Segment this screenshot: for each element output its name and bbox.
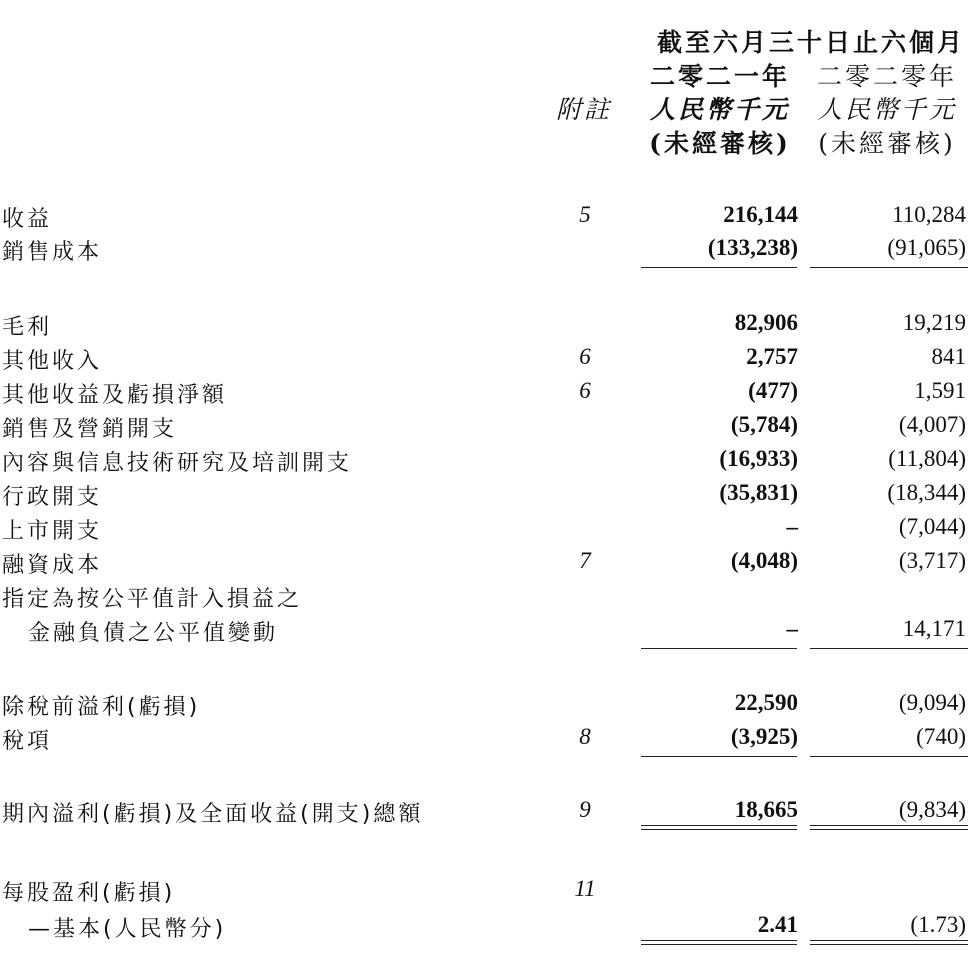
- year-current-header: 二零二一年: [649, 62, 790, 91]
- period-header: 截至六月三十日止六個月: [656, 28, 965, 57]
- table-row: [0, 876, 980, 910]
- table-row: [0, 378, 980, 412]
- table-row: [0, 480, 980, 514]
- subtotal-rule: [810, 648, 968, 649]
- row-value-prior: (11,804): [888, 446, 966, 471]
- row-value-prior: (3,717): [898, 548, 966, 573]
- row-value-prior: (7,044): [898, 514, 966, 539]
- row-label: 其他收入: [2, 349, 103, 374]
- row-note: 5: [579, 202, 591, 227]
- row-label: 行政開支: [2, 485, 103, 510]
- total-double-rule: [810, 940, 968, 945]
- row-value-prior: (18,344): [887, 480, 966, 505]
- total-double-rule: [810, 825, 968, 830]
- row-value-current: –: [786, 514, 798, 539]
- row-value-current: (35,831): [719, 480, 798, 505]
- table-row: [0, 582, 980, 616]
- row-value-prior: (1.73): [910, 912, 966, 937]
- subtotal-rule: [641, 756, 797, 757]
- row-value-prior: (4,007): [898, 412, 966, 437]
- subtotal-rule: [810, 267, 968, 268]
- subtotal-rule: [810, 756, 968, 757]
- row-note: 8: [579, 724, 591, 749]
- audit-current-header: (未經審核): [649, 129, 791, 158]
- row-note: 11: [574, 876, 596, 901]
- table-row: [0, 235, 980, 269]
- row-value-current: 22,590: [734, 690, 798, 715]
- audit-prior-header: (未經審核): [818, 129, 956, 158]
- table-row: [0, 724, 980, 758]
- row-value-current: (16,933): [719, 446, 798, 471]
- row-note: 6: [579, 344, 591, 369]
- row-note: 9: [579, 797, 591, 822]
- row-label: 上市開支: [2, 519, 103, 544]
- row-value-current: (477): [748, 378, 798, 403]
- row-label: 指定為按公平值計入損益之: [2, 587, 303, 612]
- row-label: 銷售成本: [2, 240, 103, 265]
- table-row: [0, 202, 980, 236]
- row-label: 期內溢利(虧損)及全面收益(開支)總額: [2, 802, 424, 827]
- table-row: [0, 548, 980, 582]
- row-value-prior: (9,834): [898, 797, 966, 822]
- row-value-current: 82,906: [734, 310, 798, 335]
- row-value-prior: (740): [916, 724, 966, 749]
- row-value-current: (133,238): [707, 235, 798, 260]
- total-double-rule: [641, 825, 797, 830]
- row-label: 銷售及營銷開支: [2, 417, 178, 442]
- unit-current-header: 人民幣千元: [649, 95, 790, 124]
- row-value-current: 18,665: [734, 797, 798, 822]
- unit-prior-header: 人民幣千元: [816, 95, 957, 124]
- row-label: —基本(人民幣分): [28, 917, 227, 942]
- year-prior-header: 二零二零年: [816, 62, 957, 91]
- row-label: 融資成本: [2, 553, 103, 578]
- row-label: 內容與信息技術研究及培訓開支: [2, 451, 353, 476]
- notes-header: 附註: [556, 95, 613, 124]
- table-row: [0, 616, 980, 650]
- row-note: 6: [579, 378, 591, 403]
- table-row: [0, 446, 980, 480]
- row-value-prior: 110,284: [892, 202, 966, 227]
- table-row: [0, 310, 980, 344]
- table-row: [0, 690, 980, 724]
- subtotal-rule: [641, 267, 797, 268]
- table-row: [0, 344, 980, 378]
- row-value-prior: 1,591: [914, 378, 966, 403]
- row-value-current: (4,048): [730, 548, 798, 573]
- row-value-prior: (9,094): [898, 690, 966, 715]
- row-value-current: –: [786, 616, 798, 641]
- table-row: [0, 412, 980, 446]
- table-row: [0, 514, 980, 548]
- row-value-current: (3,925): [730, 724, 798, 749]
- row-value-current: 216,144: [723, 202, 798, 227]
- row-value-current: (5,784): [730, 412, 798, 437]
- row-label: 毛利: [2, 315, 53, 340]
- row-label: 稅項: [2, 729, 53, 754]
- row-value-prior: 14,171: [902, 616, 966, 641]
- row-value-current: 2.41: [757, 912, 798, 937]
- row-label: 每股盈利(虧損): [2, 881, 176, 906]
- row-value-prior: 19,219: [902, 310, 966, 335]
- row-label: 除稅前溢利(虧損): [2, 695, 201, 720]
- row-value-prior: 841: [931, 344, 966, 369]
- row-value-prior: (91,065): [887, 235, 966, 260]
- row-label: 其他收益及虧損淨額: [2, 383, 228, 408]
- row-note: 7: [579, 548, 591, 573]
- total-double-rule: [641, 940, 797, 945]
- subtotal-rule: [641, 648, 797, 649]
- row-label: 收益: [2, 207, 53, 232]
- row-value-current: 2,757: [746, 344, 798, 369]
- row-label: 金融負債之公平值變動: [28, 621, 279, 646]
